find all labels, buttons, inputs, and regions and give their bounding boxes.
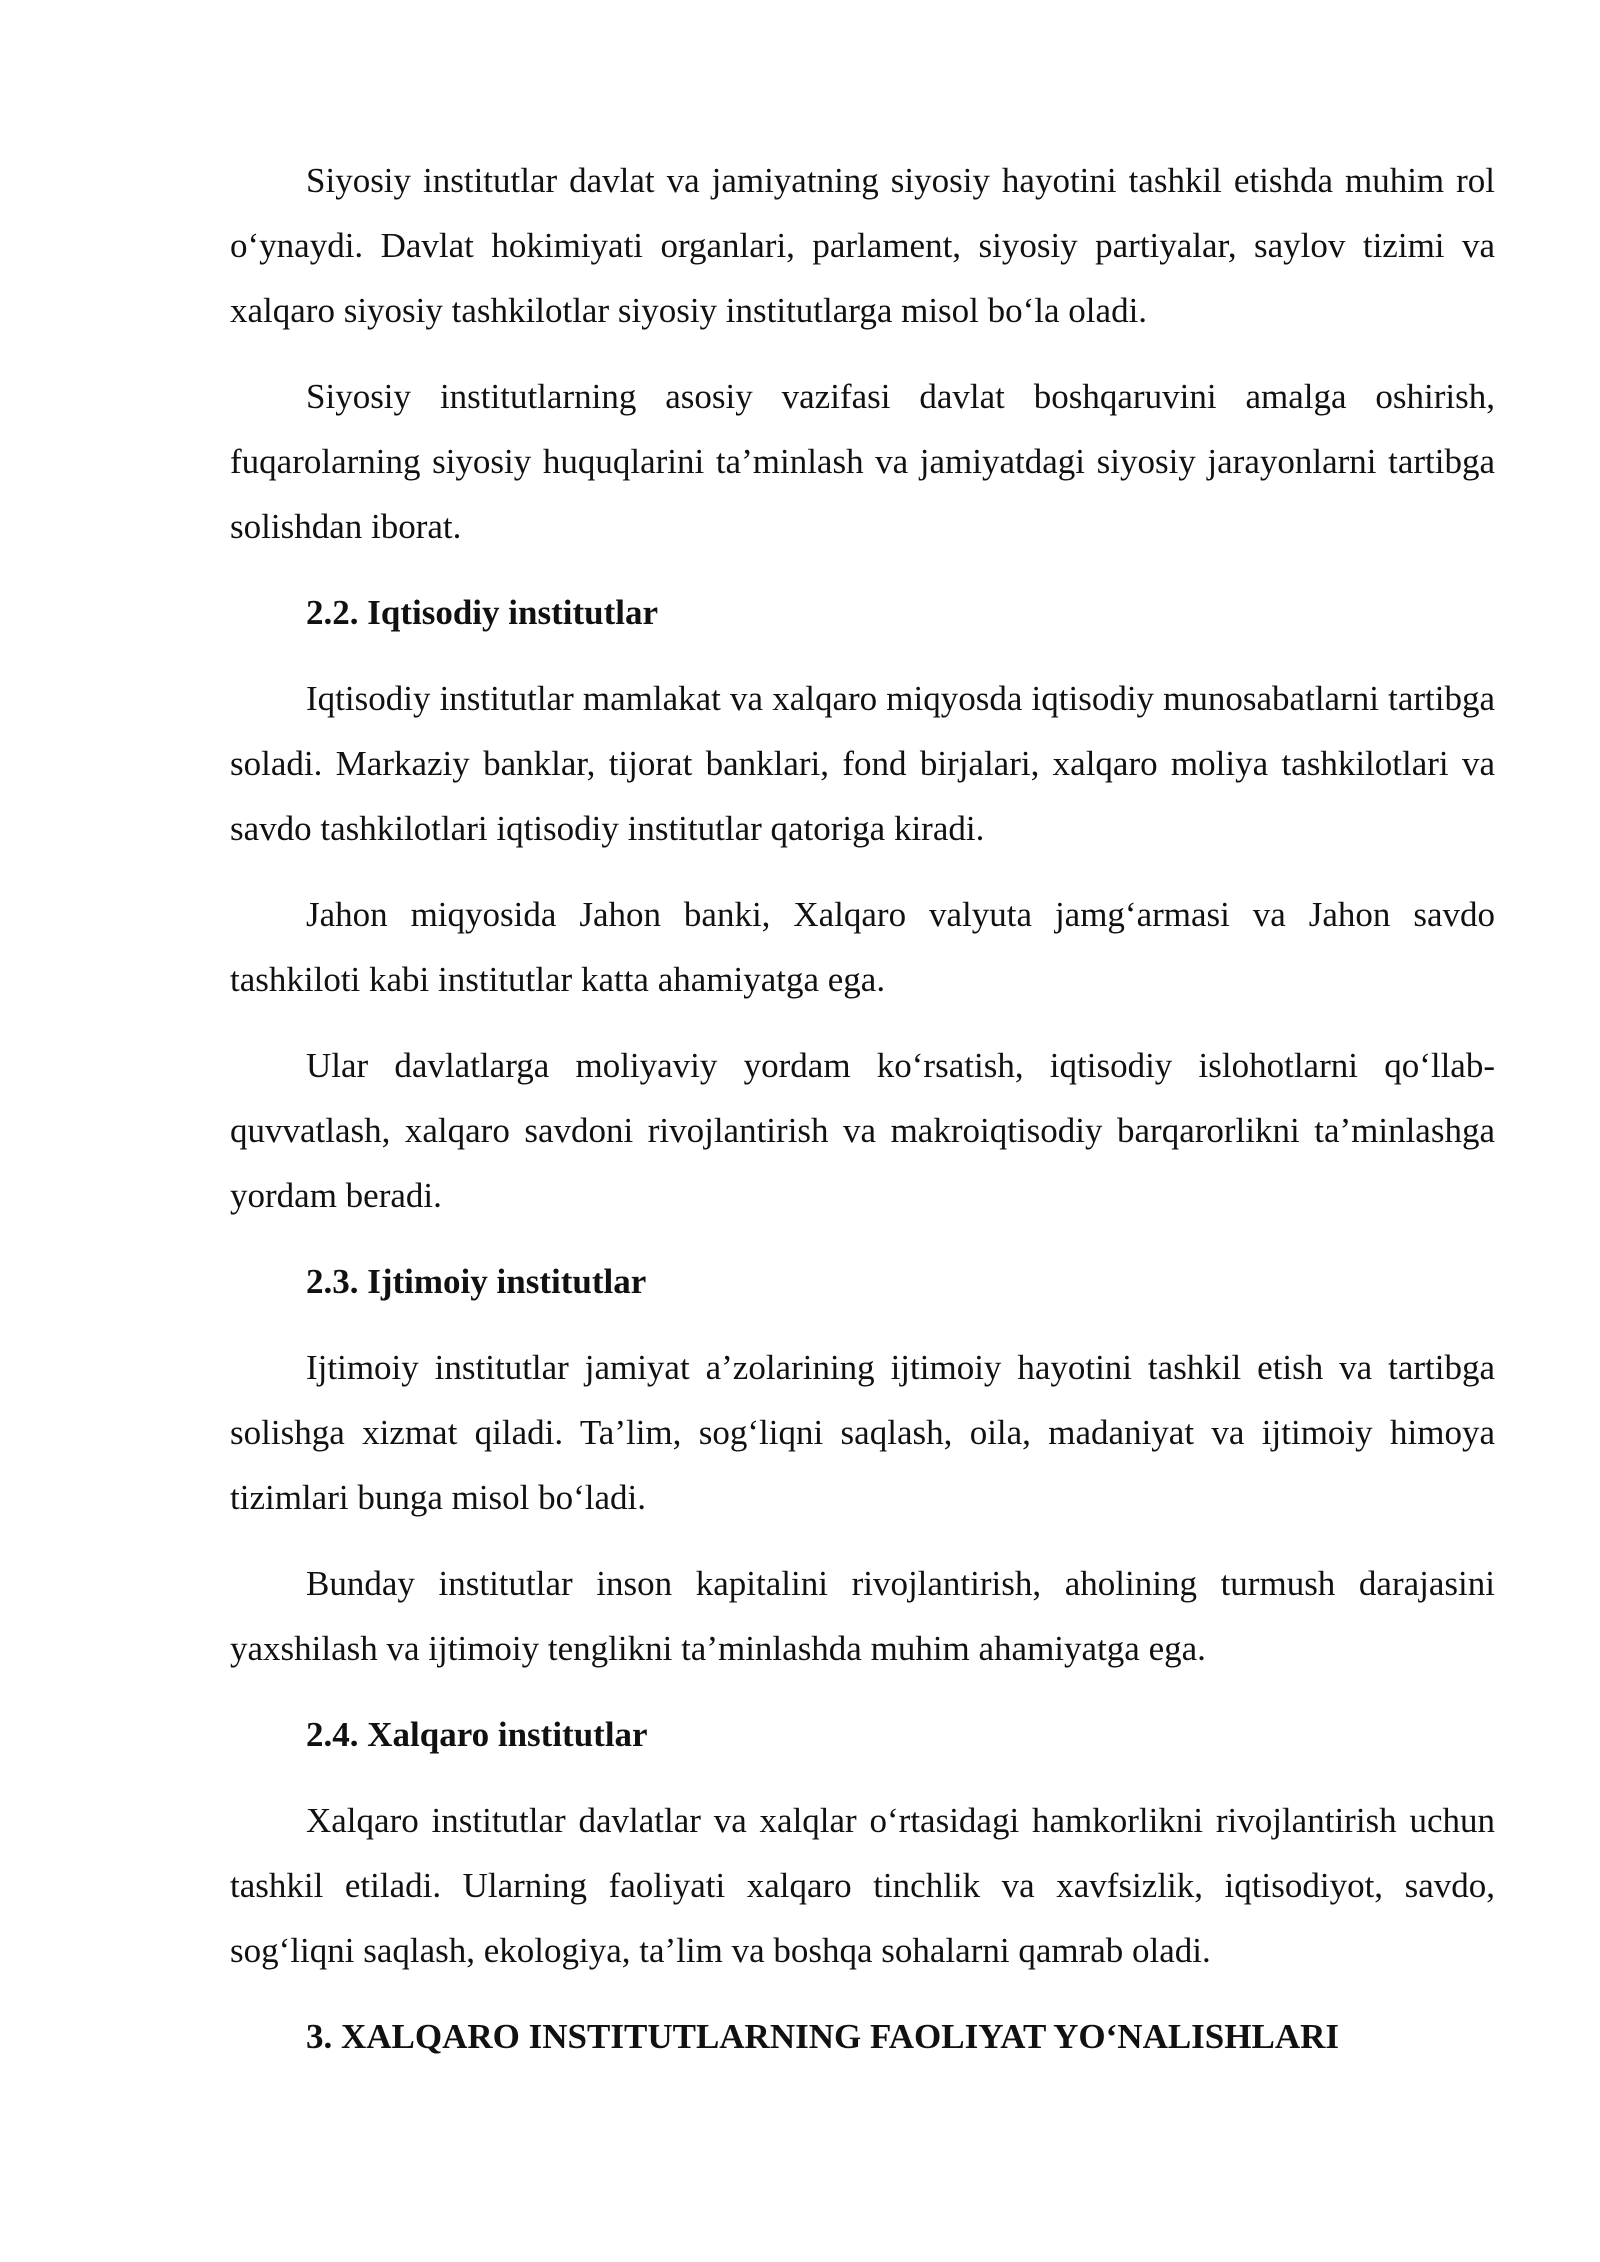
section-heading-economic-institutions: 2.2. Iqtisodiy institutlar — [306, 593, 658, 632]
paragraph-social-institutions-role: Bunday institutlar inson kapitalini rivojlantirish, aholining turmush darajasini yaxshilash va ijtimoiy tenglikni ta’minlashda muhim ahamiyatga ega. — [230, 1564, 1495, 1668]
paragraph-economic-institutions-role: Ular davlatlarga moliyaviy yordam ko‘rsatish, iqtisodiy islohotlarni qo‘llab-quvvatlash, xalqaro savdoni rivojlantirish va makroiqtisodiy barqarorlikni ta’minlashga yordam beradi. — [230, 1046, 1495, 1215]
paragraph-economic-institutions-intro: Iqtisodiy institutlar mamlakat va xalqaro miqyosda iqtisodiy munosabatlarni tartibga soladi. Markaziy banklar, tijorat banklari, fond birjalari, xalqaro moliya tashkilotlari va savdo tashkilotlari iqtisodiy institutlar qatoriga kiradi. — [230, 679, 1495, 848]
paragraph-political-institutions-functions: Siyosiy institutlarning asosiy vazifasi davlat boshqaruvini amalga oshirish, fuqarolarning siyosiy huquqlarini ta’minlash va jamiyatdagi siyosiy jarayonlarni tartibga solishdan iborat. — [230, 377, 1495, 546]
section-heading-social-institutions: 2.3. Ijtimoiy institutlar — [306, 1262, 647, 1301]
paragraph-international-institutions-intro: Xalqaro institutlar davlatlar va xalqlar o‘rtasidagi hamkorlikni rivojlantirish uchun tashkil etiladi. Ularning faoliyati xalqaro tinchlik va xavfsizlik, iqtisodiyot, savdo, sog‘liqni saqlash, ekologiya, ta’lim va boshqa sohalarni qamrab oladi. — [230, 1801, 1495, 1970]
section-heading-international-institutions: 2.4. Xalqaro institutlar — [306, 1715, 648, 1754]
chapter-heading-activity-directions: 3. XALQARO INSTITUTLARNING FAOLIYAT YO‘NALISHLARI — [306, 2017, 1340, 2056]
paragraph-political-institutions-intro: Siyosiy institutlar davlat va jamiyatning siyosiy hayotini tashkil etishda muhim rol o‘ynaydi. Davlat hokimiyati organlari, parlament, siyosiy partiyalar, saylov tizimi va xalqaro siyosiy tashkilotlar siyosiy institutlarga misol bo‘la oladi. — [230, 161, 1495, 330]
paragraph-social-institutions-intro: Ijtimoiy institutlar jamiyat a’zolarining ijtimoiy hayotini tashkil etish va tartibga solishga xizmat qiladi. Ta’lim, sog‘liqni saqlash, oila, madaniyat va ijtimoiy himoya tizimlari bunga misol bo‘ladi. — [230, 1348, 1495, 1517]
document-body — [230, 148, 1495, 2090]
paragraph-global-economic-institutions: Jahon miqyosida Jahon banki, Xalqaro valyuta jamg‘armasi va Jahon savdo tashkiloti kabi institutlar katta ahamiyatga ega. — [230, 895, 1495, 999]
